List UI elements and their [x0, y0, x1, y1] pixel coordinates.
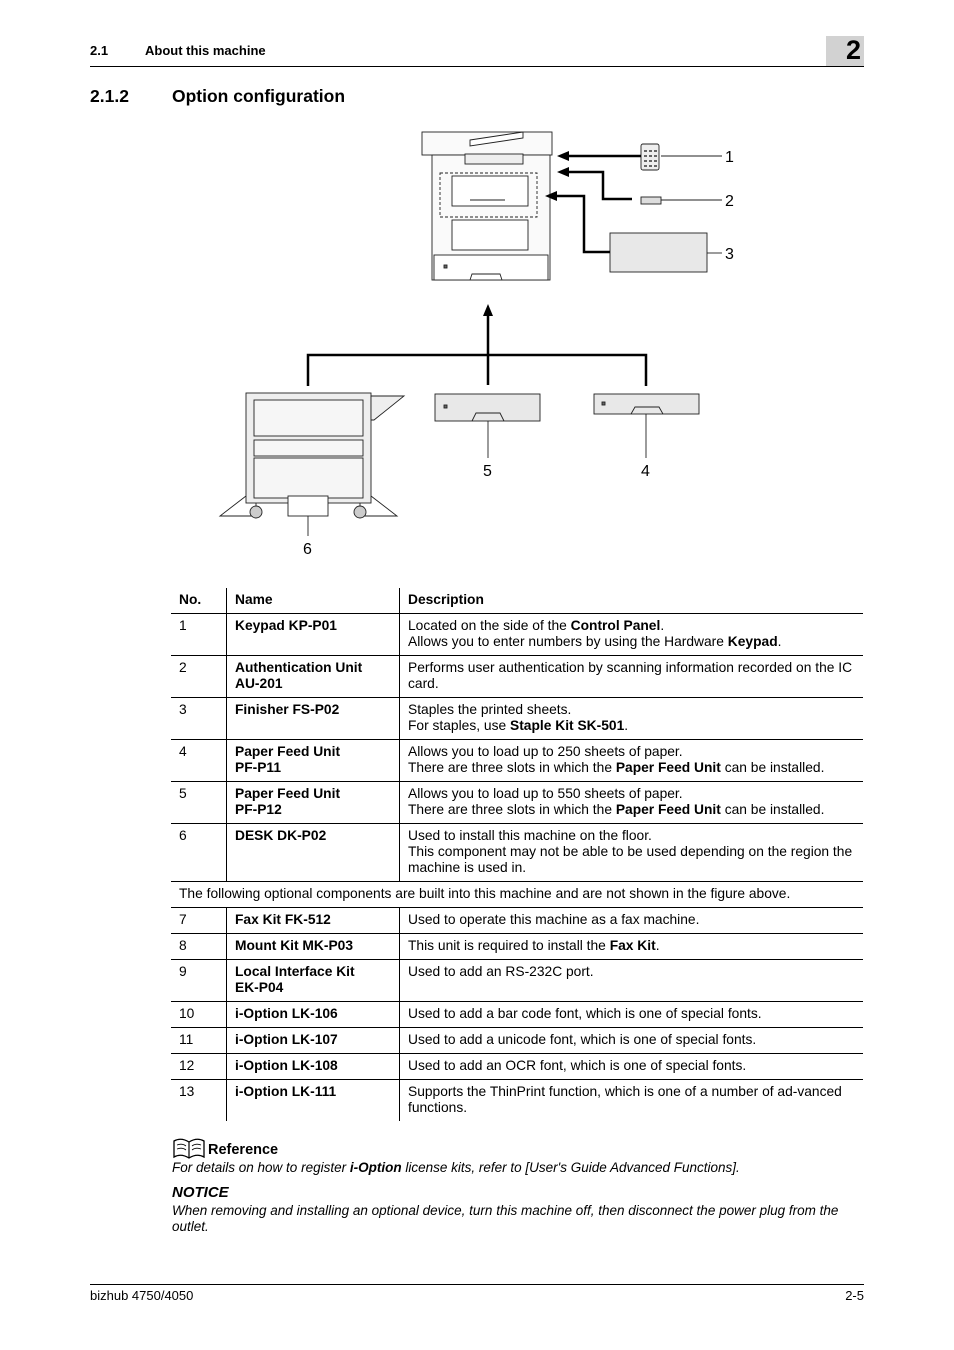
- column-header-name: Name: [227, 588, 400, 614]
- table-row: [171, 960, 863, 1002]
- description-line: Allows you to load up to 250 sheets of paper.: [408, 744, 683, 759]
- description-line: Located on the side of the Control Panel.: [408, 618, 665, 633]
- column-header-description: Description: [400, 588, 864, 614]
- reference-and-notice: [172, 1137, 872, 1235]
- chapter-number: 2: [845, 35, 861, 65]
- cell-description: [400, 960, 864, 1002]
- table-row: [171, 740, 863, 782]
- table-row: [171, 782, 863, 824]
- main-machine-illustration: [422, 132, 552, 280]
- reference-title: Reference: [208, 1142, 279, 1158]
- cell-name: [227, 934, 400, 960]
- cell-description: [400, 934, 864, 960]
- description-line: Used to install this machine on the floor.: [408, 828, 652, 843]
- running-header: [90, 35, 864, 67]
- reference-heading: [172, 1137, 872, 1159]
- cell-name-line: Paper Feed Unit: [235, 744, 341, 759]
- cell-name-line: Authentication Unit: [235, 660, 363, 675]
- paper-feed-unit-pf-p11-illustration: [594, 394, 699, 414]
- description-line: This unit is required to install the Fax Kit.: [408, 938, 660, 953]
- description-line: Performs user authentication by scanning information recorded on the IC card.: [408, 660, 853, 691]
- table-row: [171, 656, 863, 698]
- description-line: Used to add an RS-232C port.: [408, 964, 594, 979]
- cell-description: [400, 824, 864, 882]
- description-line: For staples, use Staple Kit SK-501.: [408, 718, 629, 733]
- reference-text: For details on how to register i-Option license kits, refer to [User's Guide Advanced Functions].: [172, 1160, 740, 1175]
- page-footer: [90, 1284, 864, 1303]
- cell-name-line: EK-P04: [235, 980, 284, 995]
- cell-no: 9: [171, 960, 227, 1002]
- table-header-row: [171, 588, 863, 614]
- table-row: [171, 882, 863, 908]
- keypad-illustration: [641, 144, 659, 170]
- footer-page-number: 2-5: [845, 1288, 864, 1303]
- cell-name: [227, 1080, 400, 1122]
- description-line: Used to add an OCR font, which is one of special fonts.: [408, 1058, 747, 1073]
- table-row: [171, 614, 863, 656]
- cell-no: 1: [171, 614, 227, 656]
- paper-feed-unit-pf-p12-illustration: [435, 394, 540, 421]
- cell-description: [400, 1054, 864, 1080]
- description-line: There are three slots in which the Paper Feed Unit can be installed.: [408, 802, 825, 817]
- cell-description: [400, 1028, 864, 1054]
- cell-name-line: Paper Feed Unit: [235, 786, 341, 801]
- desk-illustration: [220, 393, 404, 518]
- description-line: Supports the ThinPrint function, which is one of a number of ad-vanced functions.: [408, 1084, 842, 1115]
- option-configuration-diagram: [200, 120, 760, 565]
- description-line: Used to add a bar code font, which is one of special fonts.: [408, 1006, 762, 1021]
- reference-i-option: i-Option: [349, 1160, 402, 1175]
- footer-model: bizhub 4750/4050: [90, 1288, 194, 1303]
- table-row: [171, 1002, 863, 1028]
- cell-name: [227, 1054, 400, 1080]
- callout-3: 3: [725, 246, 734, 263]
- cell-name: [227, 614, 400, 656]
- cell-name: [227, 698, 400, 740]
- cell-name-line: i-Option LK-107: [235, 1032, 338, 1047]
- cell-name-line: PF-P12: [235, 802, 282, 817]
- table-row: [171, 1028, 863, 1054]
- cell-no: 5: [171, 782, 227, 824]
- description-line: This component may not be able to be used depending on the region the machine is used in.: [408, 844, 853, 875]
- cell-description: [400, 908, 864, 934]
- cell-description: [400, 1002, 864, 1028]
- cell-description: [400, 614, 864, 656]
- cell-name-line: DESK DK-P02: [235, 828, 327, 843]
- section-heading: Option configuration: [172, 86, 346, 106]
- table-row: [171, 824, 863, 882]
- cell-no: 6: [171, 824, 227, 882]
- cell-description: [400, 1080, 864, 1122]
- section-title: [90, 86, 345, 107]
- cell-name-line: i-Option LK-111: [235, 1084, 337, 1099]
- cell-description: [400, 698, 864, 740]
- cell-name-line: PF-P11: [235, 760, 282, 775]
- description-line: Staples the printed sheets.: [408, 702, 572, 717]
- table-row: [171, 698, 863, 740]
- cell-name-line: Fax Kit FK-512: [235, 912, 331, 927]
- options-table-body: [171, 614, 863, 1122]
- cell-no: 11: [171, 1028, 227, 1054]
- callout-1: 1: [725, 149, 734, 166]
- cell-name-line: AU-201: [235, 676, 283, 691]
- cell-no: 13: [171, 1080, 227, 1122]
- cell-name: [227, 908, 400, 934]
- cell-no: 4: [171, 740, 227, 782]
- finisher-illustration: [610, 233, 707, 272]
- table-row: [171, 934, 863, 960]
- options-table: [171, 588, 863, 1121]
- column-header-no: No.: [171, 588, 227, 614]
- table-row: [171, 908, 863, 934]
- description-line: Used to operate this machine as a fax machine.: [408, 912, 700, 927]
- header-section-number: 2.1: [90, 43, 109, 58]
- book-icon: [172, 1137, 206, 1159]
- header-section-title: About this machine: [145, 43, 266, 58]
- cell-name: [227, 824, 400, 882]
- cell-name: [227, 656, 400, 698]
- cell-name: [227, 740, 400, 782]
- table-row: [171, 1054, 863, 1080]
- callout-2: 2: [725, 193, 734, 210]
- cell-no: 2: [171, 656, 227, 698]
- cell-name-line: Keypad KP-P01: [235, 618, 337, 633]
- callout-5: 5: [483, 463, 492, 480]
- cell-no: 3: [171, 698, 227, 740]
- cell-description: [400, 782, 864, 824]
- authentication-unit-illustration: [641, 197, 661, 204]
- callout-6: 6: [303, 541, 312, 558]
- cell-name-line: Mount Kit MK-P03: [235, 938, 354, 953]
- cell-name-line: Finisher FS-P02: [235, 702, 340, 717]
- cell-description: [400, 656, 864, 698]
- cell-name: [227, 1002, 400, 1028]
- cell-name: [227, 782, 400, 824]
- cell-no: 12: [171, 1054, 227, 1080]
- table-group-note: The following optional components are built into this machine and are not shown in the figure above.: [171, 882, 863, 908]
- cell-no: 10: [171, 1002, 227, 1028]
- notice-text: When removing and installing an optional device, turn this machine off, then disconnect the power plug from the outlet.: [172, 1203, 839, 1234]
- description-line: Used to add a unicode font, which is one of special fonts.: [408, 1032, 757, 1047]
- cell-no: 7: [171, 908, 227, 934]
- table-row: [171, 1080, 863, 1122]
- callout-4: 4: [641, 463, 650, 480]
- cell-name-line: Local Interface Kit: [235, 964, 355, 979]
- description-line: Allows you to load up to 550 sheets of paper.: [408, 786, 683, 801]
- cell-name: [227, 1028, 400, 1054]
- cell-description: [400, 740, 864, 782]
- notice-title: NOTICE: [172, 1184, 229, 1201]
- description-line: Allows you to enter numbers by using the Hardware Keypad.: [408, 634, 782, 649]
- cell-name-line: i-Option LK-108: [235, 1058, 338, 1073]
- description-line: There are three slots in which the Paper Feed Unit can be installed.: [408, 760, 825, 775]
- cell-name-line: i-Option LK-106: [235, 1006, 338, 1021]
- cell-name: [227, 960, 400, 1002]
- cell-no: 8: [171, 934, 227, 960]
- section-number: 2.1.2: [90, 86, 129, 106]
